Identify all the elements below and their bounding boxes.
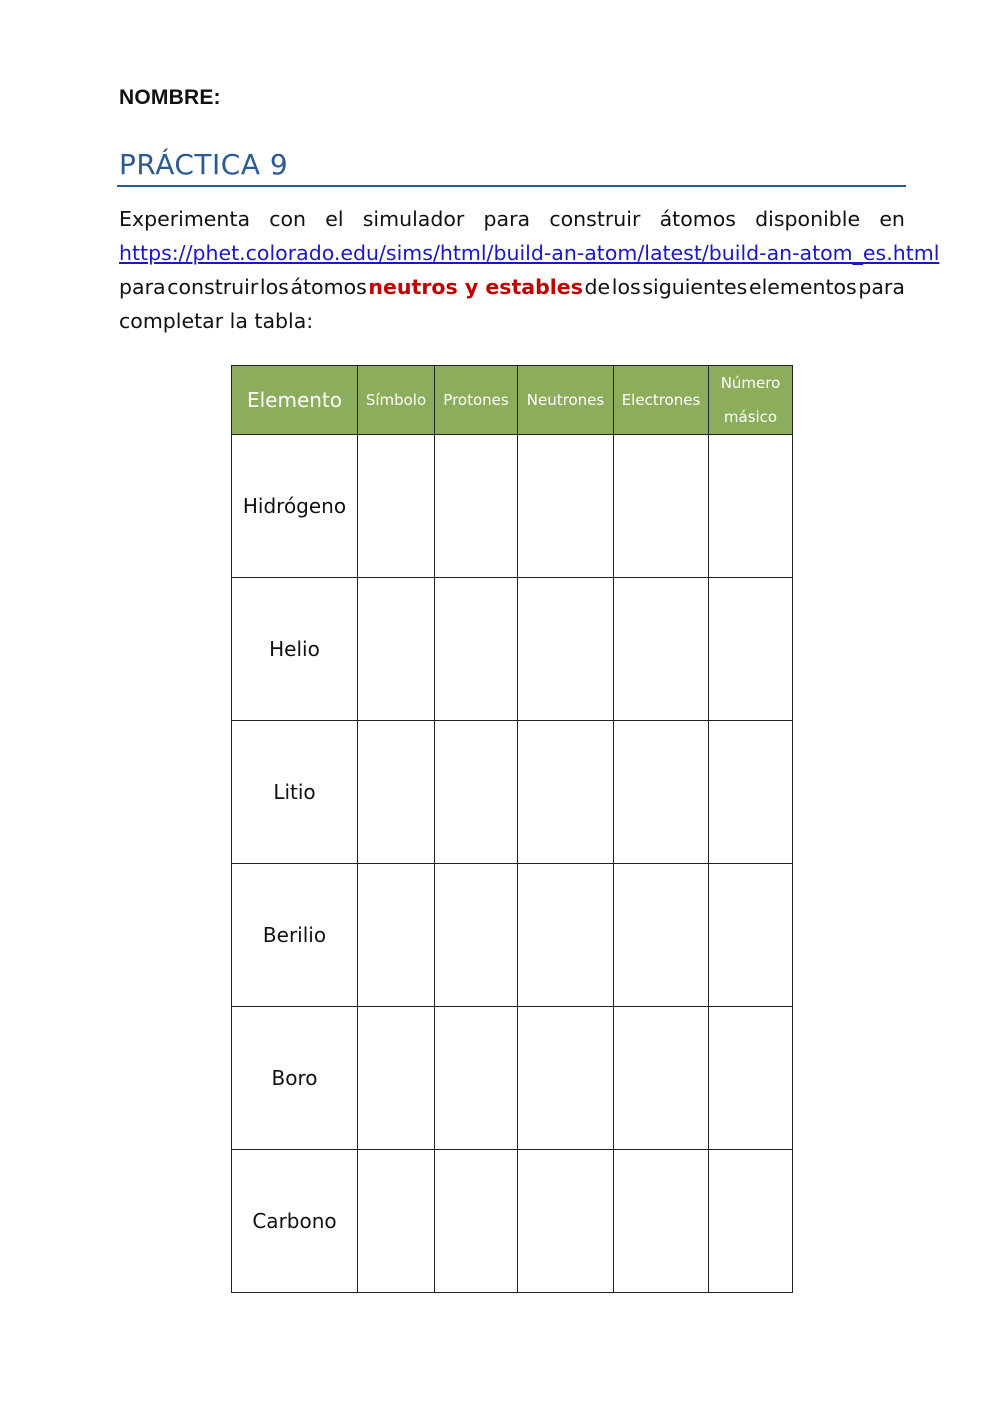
word: Experimenta	[119, 207, 251, 231]
neutrons-cell[interactable]	[518, 721, 614, 864]
column-header-electrones: Electrones	[614, 366, 709, 435]
table-row	[232, 435, 793, 578]
word: construir	[549, 207, 641, 231]
instructions-line-2	[119, 236, 940, 270]
protons-cell[interactable]	[435, 864, 518, 1007]
highlight-text: neutros y estables	[368, 275, 583, 299]
word: siguientes	[642, 275, 748, 299]
instructions-paragraph	[119, 202, 940, 338]
protons-cell[interactable]	[435, 721, 518, 864]
protons-cell[interactable]	[435, 1007, 518, 1150]
word: construir	[167, 275, 259, 299]
mass-number-cell[interactable]	[709, 721, 793, 864]
element-name: Litio	[232, 721, 358, 864]
symbol-cell[interactable]	[358, 435, 435, 578]
neutrons-cell[interactable]	[518, 1007, 614, 1150]
electrons-cell[interactable]	[614, 721, 709, 864]
word: simulador	[362, 207, 465, 231]
symbol-cell[interactable]	[358, 721, 435, 864]
symbol-cell[interactable]	[358, 1150, 435, 1293]
table-row	[232, 721, 793, 864]
mass-number-cell[interactable]	[709, 1007, 793, 1150]
electrons-cell[interactable]	[614, 578, 709, 721]
column-header-protones: Protones	[435, 366, 518, 435]
electrons-cell[interactable]	[614, 1150, 709, 1293]
symbol-cell[interactable]	[358, 578, 435, 721]
mass-number-cell[interactable]	[709, 1150, 793, 1293]
word: para	[858, 275, 905, 299]
simulator-link[interactable]: https://phet.colorado.edu/sims/html/build-an-atom/latest/build-an-atom_es.html	[119, 241, 940, 265]
instructions-line-3	[119, 270, 905, 304]
element-name: Boro	[232, 1007, 358, 1150]
instructions-line-4: completar la tabla:	[119, 309, 314, 333]
mass-number-cell[interactable]	[709, 864, 793, 1007]
column-header-elemento: Elemento	[232, 366, 358, 435]
word: átomos	[659, 207, 736, 231]
neutrons-cell[interactable]	[518, 435, 614, 578]
word: átomos	[290, 275, 367, 299]
word: disponible	[755, 207, 861, 231]
element-name: Helio	[232, 578, 358, 721]
word: para	[483, 207, 531, 231]
word: en	[879, 207, 905, 231]
page-title: PRÁCTICA 9	[119, 148, 289, 181]
word: los	[259, 275, 289, 299]
instructions-line-1	[119, 202, 905, 236]
atoms-table	[231, 365, 793, 1293]
mass-number-cell[interactable]	[709, 435, 793, 578]
word: el	[325, 207, 344, 231]
table-row	[232, 578, 793, 721]
protons-cell[interactable]	[435, 578, 518, 721]
word: de	[584, 275, 611, 299]
protons-cell[interactable]	[435, 435, 518, 578]
electrons-cell[interactable]	[614, 1007, 709, 1150]
mass-number-cell[interactable]	[709, 578, 793, 721]
word: los	[611, 275, 641, 299]
table-row	[232, 1007, 793, 1150]
table-row	[232, 1150, 793, 1293]
electrons-cell[interactable]	[614, 864, 709, 1007]
neutrons-cell[interactable]	[518, 578, 614, 721]
table-header-row	[232, 366, 793, 435]
table-row	[232, 864, 793, 1007]
column-header-neutrones: Neutrones	[518, 366, 614, 435]
column-header-simbolo: Símbolo	[358, 366, 435, 435]
neutrons-cell[interactable]	[518, 864, 614, 1007]
title-underline	[117, 185, 906, 187]
element-name: Carbono	[232, 1150, 358, 1293]
name-label: NOMBRE:	[119, 86, 221, 109]
element-name: Hidrógeno	[232, 435, 358, 578]
word: elementos	[748, 275, 857, 299]
word: para	[119, 275, 166, 299]
electrons-cell[interactable]	[614, 435, 709, 578]
neutrons-cell[interactable]	[518, 1150, 614, 1293]
column-header-numero-masico: Número másico	[709, 366, 793, 435]
symbol-cell[interactable]	[358, 1007, 435, 1150]
word: con	[269, 207, 307, 231]
symbol-cell[interactable]	[358, 864, 435, 1007]
element-name: Berilio	[232, 864, 358, 1007]
protons-cell[interactable]	[435, 1150, 518, 1293]
